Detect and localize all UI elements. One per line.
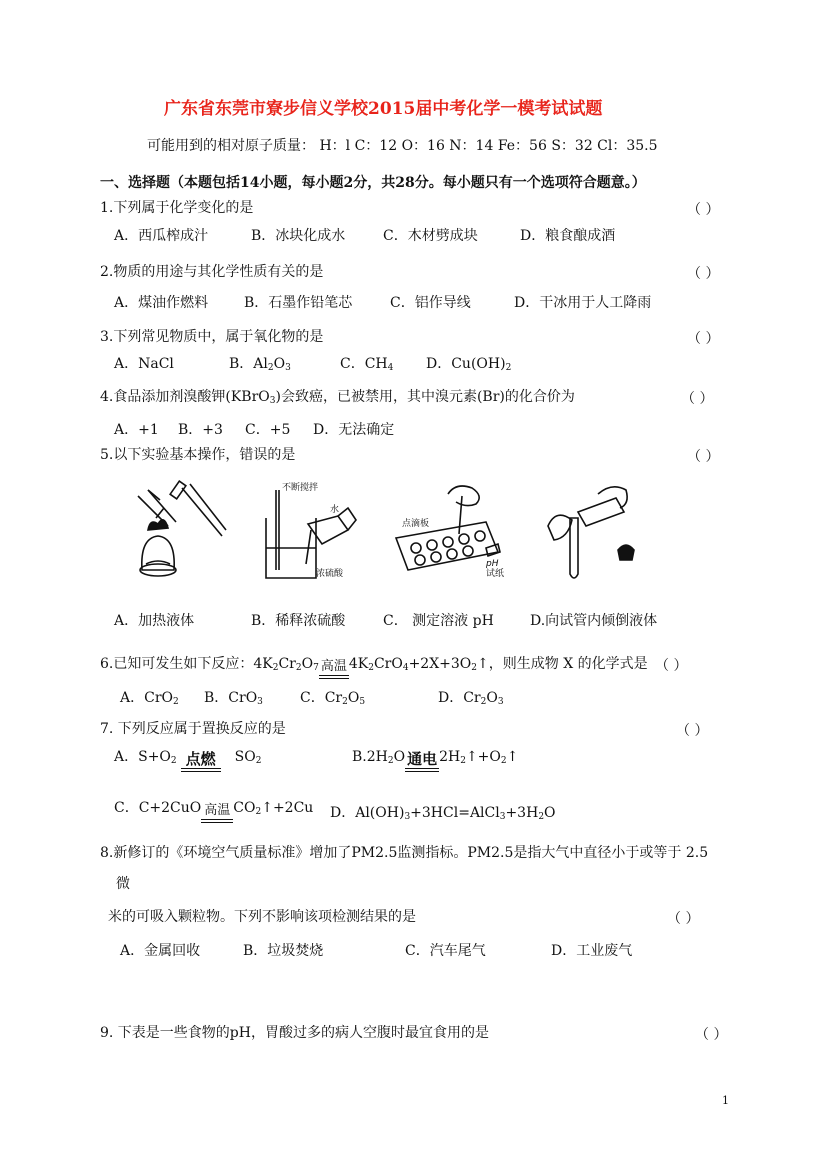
pouring-liquid-figure <box>548 487 634 578</box>
q6-option-d[interactable]: D．$Cr_2O_3$ <box>438 690 504 707</box>
high-temp-condition: 高温 <box>319 660 349 679</box>
q8-stem-line1: 8.新修订的《环境空气质量标准》增加了PM2.5监测指标。PM2.5是指大气中直径小于或等于 2.5 <box>100 845 709 861</box>
q5-option-c[interactable]: C． 测定溶液 pH <box>383 613 494 629</box>
q8-option-d[interactable]: D．工业废气 <box>551 943 633 959</box>
page-number: 1 <box>722 1094 729 1107</box>
q5-answer-blank[interactable]: （ ） <box>687 449 720 465</box>
diluting-acid-figure <box>266 490 356 578</box>
q5-stem: 5.以下实验基本操作，错误的是 <box>100 447 296 463</box>
q8-stem-line2: 米的可吸入颗粒物。下列不影响该项检测结果的是 <box>108 909 416 925</box>
q7-option-d[interactable]: D．$Al(OH)_3+3HCl=AlCl_3+3H_2O$ <box>330 805 556 822</box>
q4-option-c[interactable]: C．+5 <box>245 422 291 438</box>
fig-label-paper: 试纸 <box>486 569 505 579</box>
q6-option-b[interactable]: B．CrO$_3$ <box>204 690 263 707</box>
q2-option-c[interactable]: C．铝作导线 <box>390 295 471 311</box>
q3-option-a[interactable]: A．NaCl <box>114 356 174 372</box>
q2-answer-blank[interactable]: （ ） <box>687 266 720 282</box>
q3-option-b[interactable]: B．$Al_2O_3$ <box>229 356 291 373</box>
q2-option-d[interactable]: D．干冰用于人工降雨 <box>514 295 652 311</box>
fig-label-plate: 点滴板 <box>402 519 430 529</box>
q8-stem-wrap: 微 <box>116 876 130 892</box>
q7-option-a[interactable]: A．$S+O_2$ 点燃 $SO_2$ <box>114 746 261 772</box>
q2-stem: 2.物质的用途与其化学性质有关的是 <box>100 264 324 280</box>
q7-stem: 7. 下列反应属于置换反应的是 <box>100 721 286 737</box>
q4-stem: 4.食品添加剂溴酸钾(KBrO$_3$)会致癌，已被禁用，其中溴元素(Br)的化合价为 <box>100 389 575 406</box>
q2-option-b[interactable]: B．石墨作铅笔芯 <box>244 295 353 311</box>
q8-option-b[interactable]: B．垃圾焚烧 <box>243 943 324 959</box>
lab-operation-figures <box>126 478 666 584</box>
q8-option-c[interactable]: C．汽车尾气 <box>405 943 486 959</box>
q8-answer-blank[interactable]: （ ） <box>667 911 700 927</box>
q4-answer-blank[interactable]: （ ） <box>681 391 714 407</box>
q6-option-a[interactable]: A．CrO$_2$ <box>120 690 179 707</box>
page-title: 广东省东莞市寮步信义学校2015届中考化学一模考试试题 <box>164 99 603 119</box>
q7-answer-blank[interactable]: （ ） <box>676 723 709 739</box>
atomic-mass-line: 可能用到的相对原子质量： H：l C：12 O：16 N：14 Fe：56 S：32 Cl：35.5 <box>147 138 658 154</box>
q4-option-d[interactable]: D．无法确定 <box>313 422 395 438</box>
q1-answer-blank[interactable]: （ ） <box>687 202 720 218</box>
q3-option-d[interactable]: D．$Cu(OH)_2$ <box>426 356 512 373</box>
q9-answer-blank[interactable]: （ ） <box>695 1027 728 1043</box>
q1-stem: 1.下列属于化学变化的是 <box>100 200 254 216</box>
q5-option-a[interactable]: A．加热液体 <box>114 613 195 629</box>
fig-label-ph: pH <box>486 559 499 569</box>
q7-option-c[interactable]: C．C+2CuO 高温 $CO_2↑+2Cu$ <box>114 797 313 823</box>
q1-option-b[interactable]: B．冰块化成水 <box>251 228 346 244</box>
q5-option-d[interactable]: D.向试管内倾倒液体 <box>530 613 658 629</box>
heating-liquid-figure <box>138 481 226 576</box>
fig-label-water: 水 <box>330 505 340 515</box>
q8-option-a[interactable]: A．金属回收 <box>120 943 201 959</box>
q3-stem: 3.下列常见物质中，属于氧化物的是 <box>100 329 324 345</box>
q4-option-a[interactable]: A．+1 <box>114 422 159 438</box>
q5-option-b[interactable]: B．稀释浓硫酸 <box>251 613 346 629</box>
q2-option-a[interactable]: A．煤油作燃料 <box>114 295 209 311</box>
q6-answer-blank[interactable]: （ ） <box>655 658 688 674</box>
q4-option-b[interactable]: B．+3 <box>178 422 223 438</box>
q9-stem: 9. 下表是一些食物的pH，胃酸过多的病人空腹时最宜食用的是 <box>100 1025 489 1041</box>
fig-label-acid: 浓硫酸 <box>316 569 344 579</box>
q6-stem: 6.已知可发生如下反应：$4K_2Cr_2O_7$ 高温 $4K_2CrO_4+2X+3O_2↑$，则生成物 X 的化学式是 <box>100 653 648 679</box>
section-heading: 一、选择题（本题包括14小题，每小题2分，共28分。每小题只有一个选项符合题意。） <box>100 175 646 191</box>
q6-option-c[interactable]: C．$Cr_2O_5$ <box>300 690 366 707</box>
q1-option-c[interactable]: C．木材劈成块 <box>383 228 478 244</box>
q1-option-d[interactable]: D．粮食酿成酒 <box>520 228 616 244</box>
q3-option-c[interactable]: C．$CH_4$ <box>340 356 394 373</box>
fig-label-stir: 不断搅拌 <box>282 483 319 493</box>
q7-option-b[interactable]: $B.2H_2O$ 通电 $2H_2↑+O_2↑$ <box>352 746 518 772</box>
q1-option-a[interactable]: A．西瓜榨成汁 <box>114 228 209 244</box>
q3-answer-blank[interactable]: （ ） <box>687 331 720 347</box>
